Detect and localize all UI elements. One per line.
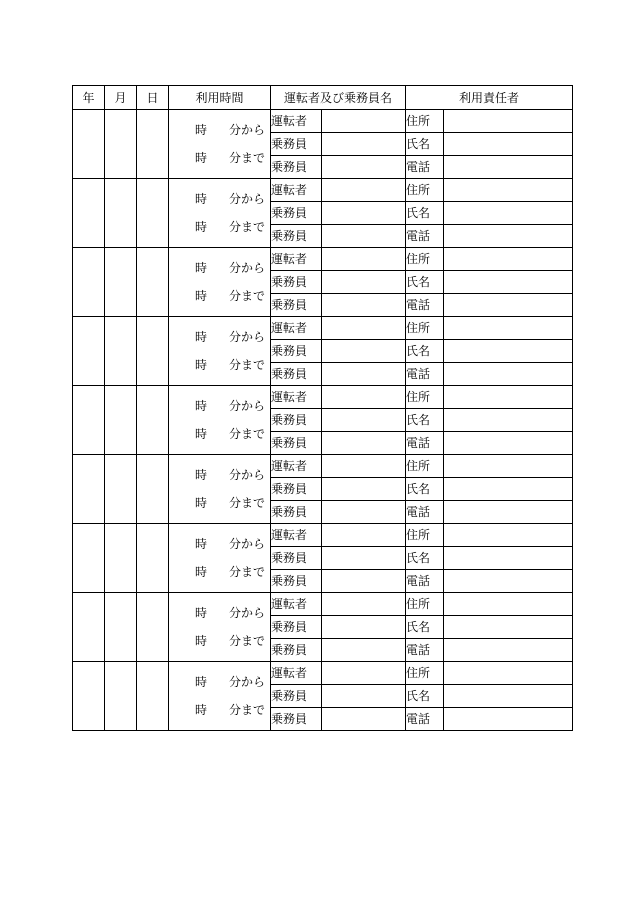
crew-role-label: 運転者 <box>271 248 322 271</box>
responsible-value-cell[interactable] <box>444 386 573 409</box>
hour-label: 時 <box>195 123 208 137</box>
hour-label: 時 <box>195 220 208 234</box>
responsible-field-label: 氏名 <box>406 616 444 639</box>
usage-time-cell[interactable] <box>169 593 271 662</box>
hour-label: 時 <box>195 606 208 620</box>
crew-role-label: 運転者 <box>271 662 322 685</box>
responsible-value-cell[interactable] <box>444 409 573 432</box>
header-usage-time: 利用時間 <box>169 86 271 110</box>
entry-row <box>73 179 573 202</box>
responsible-value-cell[interactable] <box>444 662 573 685</box>
crew-name-cell[interactable] <box>322 409 406 432</box>
header-crew: 運転者及び乗務員名 <box>271 86 406 110</box>
time-from-line <box>169 116 270 144</box>
crew-name-cell[interactable] <box>322 478 406 501</box>
usage-time-cell[interactable] <box>169 662 271 731</box>
crew-role-label: 乗務員 <box>271 363 322 386</box>
responsible-value-cell[interactable] <box>444 639 573 662</box>
responsible-field-label: 氏名 <box>406 478 444 501</box>
usage-time-cell[interactable] <box>169 179 271 248</box>
crew-role-label: 乗務員 <box>271 639 322 662</box>
crew-role-label: 乗務員 <box>271 409 322 432</box>
year-cell[interactable] <box>73 317 105 386</box>
minute-from-label: 分から <box>229 261 266 275</box>
responsible-value-cell[interactable] <box>444 570 573 593</box>
crew-role-label: 運転者 <box>271 386 322 409</box>
time-until-line <box>169 627 270 655</box>
responsible-value-cell[interactable] <box>444 593 573 616</box>
crew-name-cell[interactable] <box>322 685 406 708</box>
crew-role-label: 運転者 <box>271 317 322 340</box>
header-row <box>73 86 573 110</box>
minute-until-label: 分まで <box>229 703 266 717</box>
crew-name-cell[interactable] <box>322 294 406 317</box>
day-cell[interactable] <box>137 110 169 179</box>
time-from-line <box>169 461 270 489</box>
responsible-field-label: 電話 <box>406 294 444 317</box>
entry-row <box>73 317 573 340</box>
crew-name-cell[interactable] <box>322 524 406 547</box>
responsible-field-label: 氏名 <box>406 340 444 363</box>
hour-label: 時 <box>195 565 208 579</box>
responsible-field-label: 住所 <box>406 386 444 409</box>
responsible-value-cell[interactable] <box>444 524 573 547</box>
time-until-line <box>169 696 270 724</box>
crew-name-cell[interactable] <box>322 202 406 225</box>
responsible-field-label: 氏名 <box>406 409 444 432</box>
month-cell[interactable] <box>105 455 137 524</box>
time-from-line <box>169 392 270 420</box>
crew-name-cell[interactable] <box>322 156 406 179</box>
responsible-value-cell[interactable] <box>444 294 573 317</box>
month-cell[interactable] <box>105 662 137 731</box>
crew-role-label: 運転者 <box>271 110 322 133</box>
crew-name-cell[interactable] <box>322 501 406 524</box>
day-cell[interactable] <box>137 179 169 248</box>
crew-role-label: 乗務員 <box>271 340 322 363</box>
hour-label: 時 <box>195 261 208 275</box>
crew-role-label: 乗務員 <box>271 616 322 639</box>
responsible-field-label: 電話 <box>406 501 444 524</box>
hour-label: 時 <box>195 289 208 303</box>
crew-name-cell[interactable] <box>322 317 406 340</box>
responsible-value-cell[interactable] <box>444 317 573 340</box>
minute-from-label: 分から <box>229 399 266 413</box>
responsible-value-cell[interactable] <box>444 248 573 271</box>
responsible-field-label: 氏名 <box>406 202 444 225</box>
crew-name-cell[interactable] <box>322 271 406 294</box>
responsible-field-label: 電話 <box>406 570 444 593</box>
responsible-value-cell[interactable] <box>444 547 573 570</box>
time-until-line <box>169 558 270 586</box>
month-cell[interactable] <box>105 317 137 386</box>
crew-role-label: 乗務員 <box>271 294 322 317</box>
responsible-field-label: 住所 <box>406 455 444 478</box>
crew-name-cell[interactable] <box>322 639 406 662</box>
time-from-line <box>169 185 270 213</box>
minute-until-label: 分まで <box>229 496 266 510</box>
crew-name-cell[interactable] <box>322 570 406 593</box>
hour-label: 時 <box>195 634 208 648</box>
crew-role-label: 運転者 <box>271 593 322 616</box>
crew-name-cell[interactable] <box>322 662 406 685</box>
day-cell[interactable] <box>137 317 169 386</box>
responsible-field-label: 住所 <box>406 248 444 271</box>
year-cell[interactable] <box>73 248 105 317</box>
crew-role-label: 乗務員 <box>271 685 322 708</box>
month-cell[interactable] <box>105 524 137 593</box>
time-from-line <box>169 530 270 558</box>
responsible-value-cell[interactable] <box>444 179 573 202</box>
minute-from-label: 分から <box>229 537 266 551</box>
crew-name-cell[interactable] <box>322 616 406 639</box>
minute-until-label: 分まで <box>229 565 266 579</box>
minute-from-label: 分から <box>229 192 266 206</box>
responsible-value-cell[interactable] <box>444 616 573 639</box>
minute-until-label: 分まで <box>229 634 266 648</box>
crew-name-cell[interactable] <box>322 708 406 731</box>
hour-label: 時 <box>195 399 208 413</box>
hour-label: 時 <box>195 468 208 482</box>
day-cell[interactable] <box>137 662 169 731</box>
header-year: 年 <box>73 86 105 110</box>
day-cell[interactable] <box>137 593 169 662</box>
crew-role-label: 乗務員 <box>271 708 322 731</box>
responsible-value-cell[interactable] <box>444 271 573 294</box>
responsible-field-label: 電話 <box>406 639 444 662</box>
hour-label: 時 <box>195 703 208 717</box>
responsible-value-cell[interactable] <box>444 501 573 524</box>
responsible-field-label: 電話 <box>406 708 444 731</box>
year-cell[interactable] <box>73 179 105 248</box>
hour-label: 時 <box>195 151 208 165</box>
time-from-line <box>169 599 270 627</box>
minute-until-label: 分まで <box>229 220 266 234</box>
entry-row <box>73 524 573 547</box>
crew-role-label: 乗務員 <box>271 156 322 179</box>
responsible-value-cell[interactable] <box>444 340 573 363</box>
responsible-value-cell[interactable] <box>444 432 573 455</box>
time-until-line <box>169 213 270 241</box>
crew-role-label: 運転者 <box>271 455 322 478</box>
header-day: 日 <box>137 86 169 110</box>
vehicle-usage-log-table <box>72 85 573 731</box>
month-cell[interactable] <box>105 593 137 662</box>
responsible-field-label: 電話 <box>406 156 444 179</box>
hour-label: 時 <box>195 330 208 344</box>
minute-from-label: 分から <box>229 606 266 620</box>
crew-role-label: 乗務員 <box>271 271 322 294</box>
log-body <box>73 110 573 731</box>
time-from-line <box>169 668 270 696</box>
responsible-field-label: 住所 <box>406 317 444 340</box>
year-cell[interactable] <box>73 386 105 455</box>
entry-row <box>73 110 573 133</box>
hour-label: 時 <box>195 358 208 372</box>
responsible-value-cell[interactable] <box>444 202 573 225</box>
crew-name-cell[interactable] <box>322 225 406 248</box>
entry-row <box>73 662 573 685</box>
time-until-line <box>169 351 270 379</box>
responsible-value-cell[interactable] <box>444 685 573 708</box>
day-cell[interactable] <box>137 455 169 524</box>
minute-from-label: 分から <box>229 468 266 482</box>
responsible-field-label: 氏名 <box>406 133 444 156</box>
hour-label: 時 <box>195 675 208 689</box>
responsible-value-cell[interactable] <box>444 363 573 386</box>
time-from-line <box>169 323 270 351</box>
entry-row <box>73 593 573 616</box>
responsible-value-cell[interactable] <box>444 478 573 501</box>
entry-row <box>73 248 573 271</box>
responsible-field-label: 住所 <box>406 662 444 685</box>
crew-role-label: 乗務員 <box>271 547 322 570</box>
year-cell[interactable] <box>73 110 105 179</box>
crew-name-cell[interactable] <box>322 386 406 409</box>
responsible-field-label: 住所 <box>406 593 444 616</box>
crew-role-label: 運転者 <box>271 524 322 547</box>
crew-name-cell[interactable] <box>322 340 406 363</box>
time-until-line <box>169 144 270 172</box>
crew-name-cell[interactable] <box>322 133 406 156</box>
crew-name-cell[interactable] <box>322 248 406 271</box>
crew-role-label: 乗務員 <box>271 501 322 524</box>
time-until-line <box>169 489 270 517</box>
responsible-field-label: 電話 <box>406 225 444 248</box>
month-cell[interactable] <box>105 179 137 248</box>
hour-label: 時 <box>195 192 208 206</box>
day-cell[interactable] <box>137 386 169 455</box>
crew-name-cell[interactable] <box>322 455 406 478</box>
responsible-field-label: 住所 <box>406 110 444 133</box>
month-cell[interactable] <box>105 110 137 179</box>
responsible-field-label: 住所 <box>406 524 444 547</box>
crew-name-cell[interactable] <box>322 363 406 386</box>
hour-label: 時 <box>195 537 208 551</box>
responsible-field-label: 氏名 <box>406 271 444 294</box>
responsible-value-cell[interactable] <box>444 133 573 156</box>
crew-name-cell[interactable] <box>322 593 406 616</box>
minute-from-label: 分から <box>229 675 266 689</box>
minute-from-label: 分から <box>229 330 266 344</box>
day-cell[interactable] <box>137 524 169 593</box>
year-cell[interactable] <box>73 662 105 731</box>
minute-until-label: 分まで <box>229 358 266 372</box>
responsible-value-cell[interactable] <box>444 156 573 179</box>
year-cell[interactable] <box>73 524 105 593</box>
responsible-value-cell[interactable] <box>444 708 573 731</box>
responsible-value-cell[interactable] <box>444 225 573 248</box>
minute-until-label: 分まで <box>229 151 266 165</box>
usage-time-cell[interactable] <box>169 524 271 593</box>
usage-time-cell[interactable] <box>169 248 271 317</box>
responsible-field-label: 氏名 <box>406 685 444 708</box>
responsible-field-label: 氏名 <box>406 547 444 570</box>
crew-name-cell[interactable] <box>322 432 406 455</box>
month-cell[interactable] <box>105 248 137 317</box>
crew-name-cell[interactable] <box>322 110 406 133</box>
usage-time-cell[interactable] <box>169 110 271 179</box>
responsible-value-cell[interactable] <box>444 455 573 478</box>
month-cell[interactable] <box>105 386 137 455</box>
time-from-line <box>169 254 270 282</box>
hour-label: 時 <box>195 427 208 441</box>
time-until-line <box>169 282 270 310</box>
entry-row <box>73 455 573 478</box>
crew-name-cell[interactable] <box>322 179 406 202</box>
responsible-field-label: 電話 <box>406 363 444 386</box>
hour-label: 時 <box>195 496 208 510</box>
crew-role-label: 乗務員 <box>271 133 322 156</box>
year-cell[interactable] <box>73 593 105 662</box>
year-cell[interactable] <box>73 455 105 524</box>
crew-role-label: 乗務員 <box>271 478 322 501</box>
crew-role-label: 運転者 <box>271 179 322 202</box>
time-until-line <box>169 420 270 448</box>
minute-until-label: 分まで <box>229 427 266 441</box>
responsible-value-cell[interactable] <box>444 110 573 133</box>
crew-role-label: 乗務員 <box>271 432 322 455</box>
responsible-field-label: 電話 <box>406 432 444 455</box>
usage-time-cell[interactable] <box>169 386 271 455</box>
responsible-field-label: 住所 <box>406 179 444 202</box>
minute-until-label: 分まで <box>229 289 266 303</box>
minute-from-label: 分から <box>229 123 266 137</box>
crew-role-label: 乗務員 <box>271 570 322 593</box>
header-responsible: 利用責任者 <box>406 86 573 110</box>
crew-name-cell[interactable] <box>322 547 406 570</box>
crew-role-label: 乗務員 <box>271 202 322 225</box>
crew-role-label: 乗務員 <box>271 225 322 248</box>
day-cell[interactable] <box>137 248 169 317</box>
usage-time-cell[interactable] <box>169 317 271 386</box>
usage-time-cell[interactable] <box>169 455 271 524</box>
header-month: 月 <box>105 86 137 110</box>
entry-row <box>73 386 573 409</box>
